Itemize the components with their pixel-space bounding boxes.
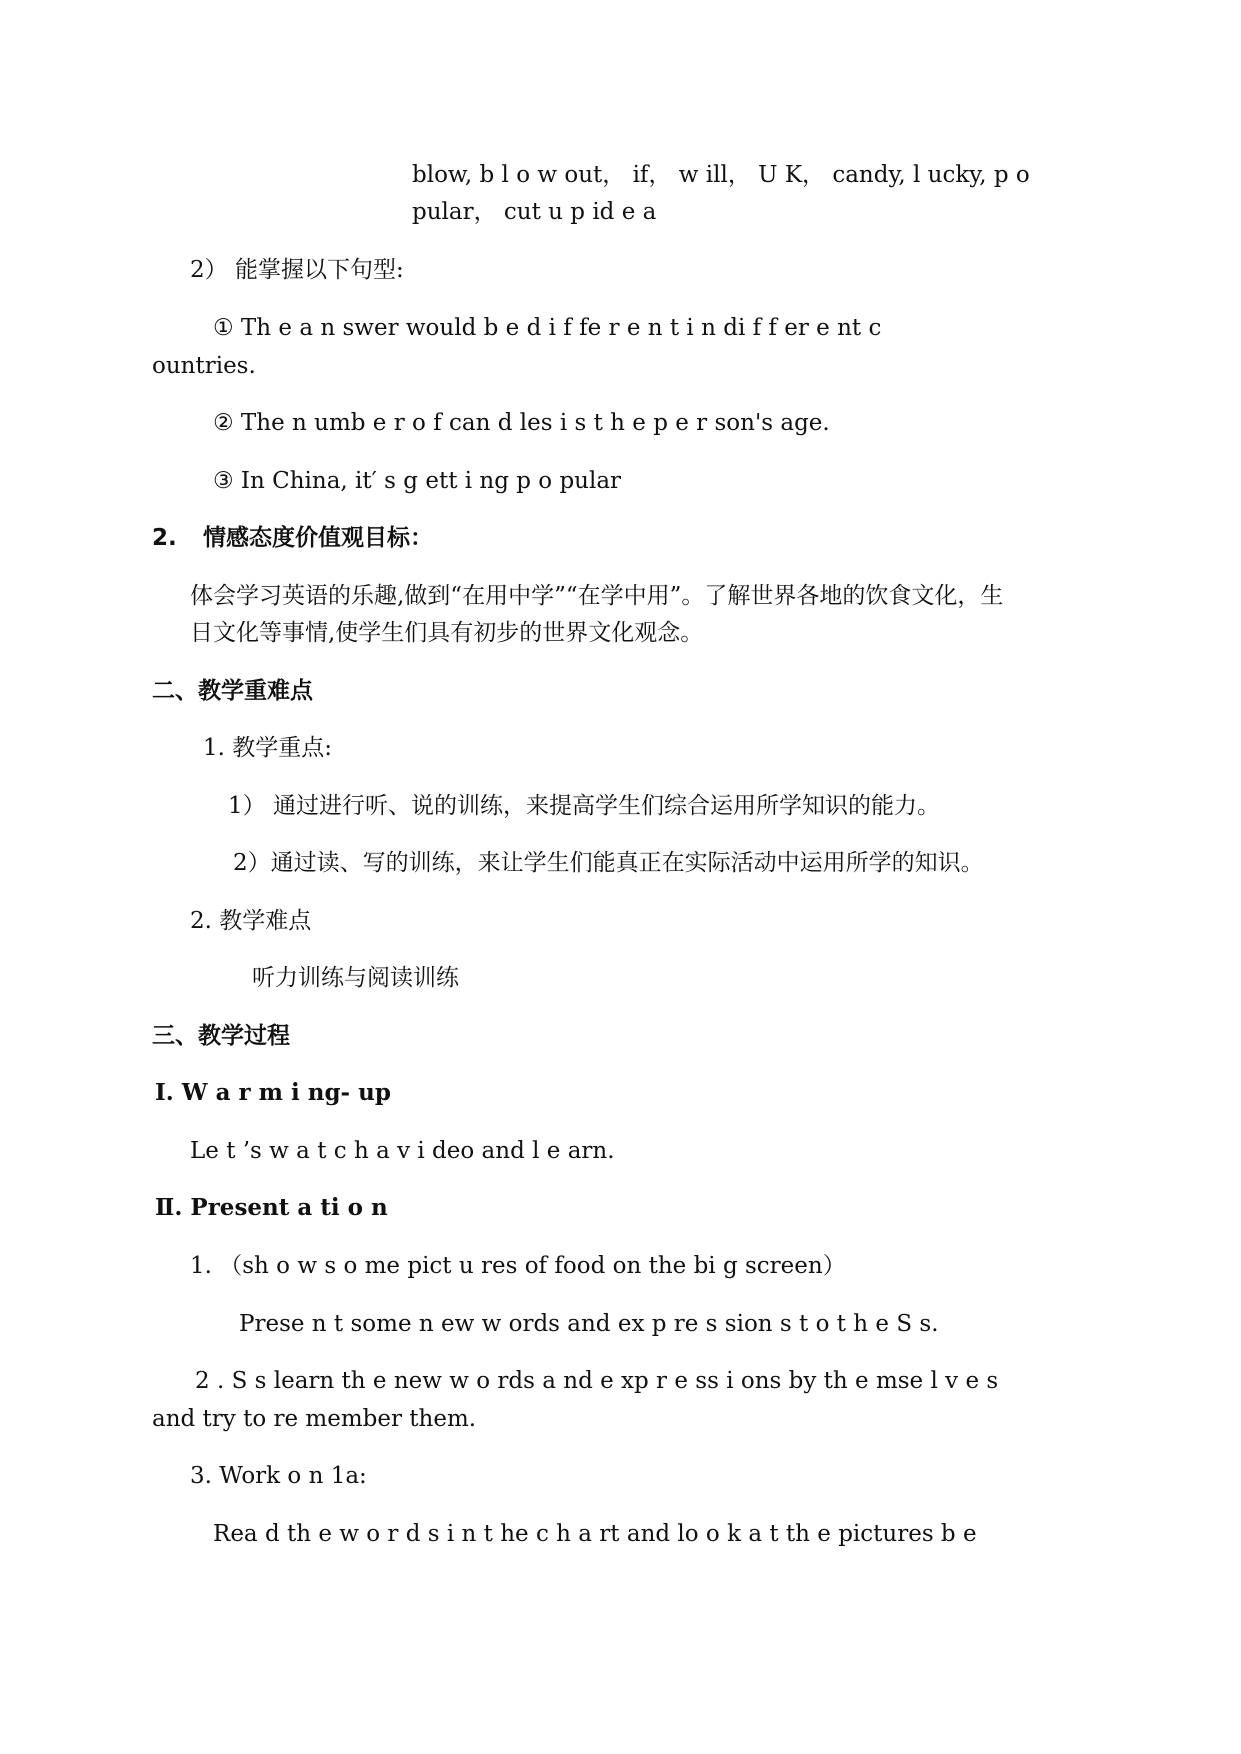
sentence-pattern-1-line-2: ountries. [152,353,256,379]
step-3-detail: Rea d th e w o r d s i n t he c h a rt and lo o k a t th e pictures b e [213,1521,977,1547]
sentence-pattern-3: ③ In China, it′ s g ett i ng p o pular [213,468,622,494]
key-point-1: 1） 通过进行听、说的训练，来提高学生们综合运用所学知识的能力。 [228,793,940,819]
difficulty-heading: 2. 教学难点 [190,908,312,934]
key-point-2: 2）通过读、写的训练，来让学生们能真正在实际活动中运用所学的知识。 [233,850,984,876]
warm-up-heading: Ⅰ. W a r m i ng- up [155,1079,391,1106]
difficulty-text: 听力训练与阅读训练 [252,965,459,991]
warm-up-text: Le t ’s w a t c h a v i deo and l e arn. [190,1138,615,1164]
step-2-line-2: and try to re member them. [152,1406,477,1432]
presentation-heading: Ⅱ. Present a ti o n [155,1194,388,1221]
section-3-heading: 三、教学过程 [152,1022,290,1049]
vocabulary-line-1: blow, b l o w out， if， w ill， U K， candy, l ucky, p o [412,162,1030,188]
emotion-goal-heading: 情感态度价值观目标： [203,524,433,551]
step-1: 1. （sh o w s o me pict u res of food on the bi g screen） [190,1253,846,1279]
section-2-heading: 二、教学重难点 [152,677,313,704]
key-points-heading: 1. 教学重点: [203,735,333,761]
step-3: 3. Work o n 1a: [190,1463,367,1489]
step-1-detail: Prese n t some n ew w ords and ex p re s sion s t o t h e S s. [239,1311,939,1337]
sentence-patterns-heading: 2） 能掌握以下句型: [190,257,404,283]
sentence-pattern-1-line-1: ① Th e a n swer would b e d i f fe r e n t i n di f f er e nt c [213,315,882,341]
step-2-line-1: 2 . S s learn th e new w o rds a nd e xp r e ss i ons by th e mse l v e s [195,1368,999,1394]
emotion-goal-text-line-1: 体会学习英语的乐趣,做到“在用中学”“在学中用”。了解世界各地的饮食文化，生 [190,583,1004,609]
emotion-goal-text-line-2: 日文化等事情,使学生们具有初步的世界文化观念。 [190,620,704,646]
vocabulary-line-2: pular， cut u p id e a [412,199,657,225]
sentence-pattern-2: ② The n umb e r o f can d les i s t h e p e r son's age. [213,410,830,436]
emotion-goal-number: 2. [152,525,177,551]
